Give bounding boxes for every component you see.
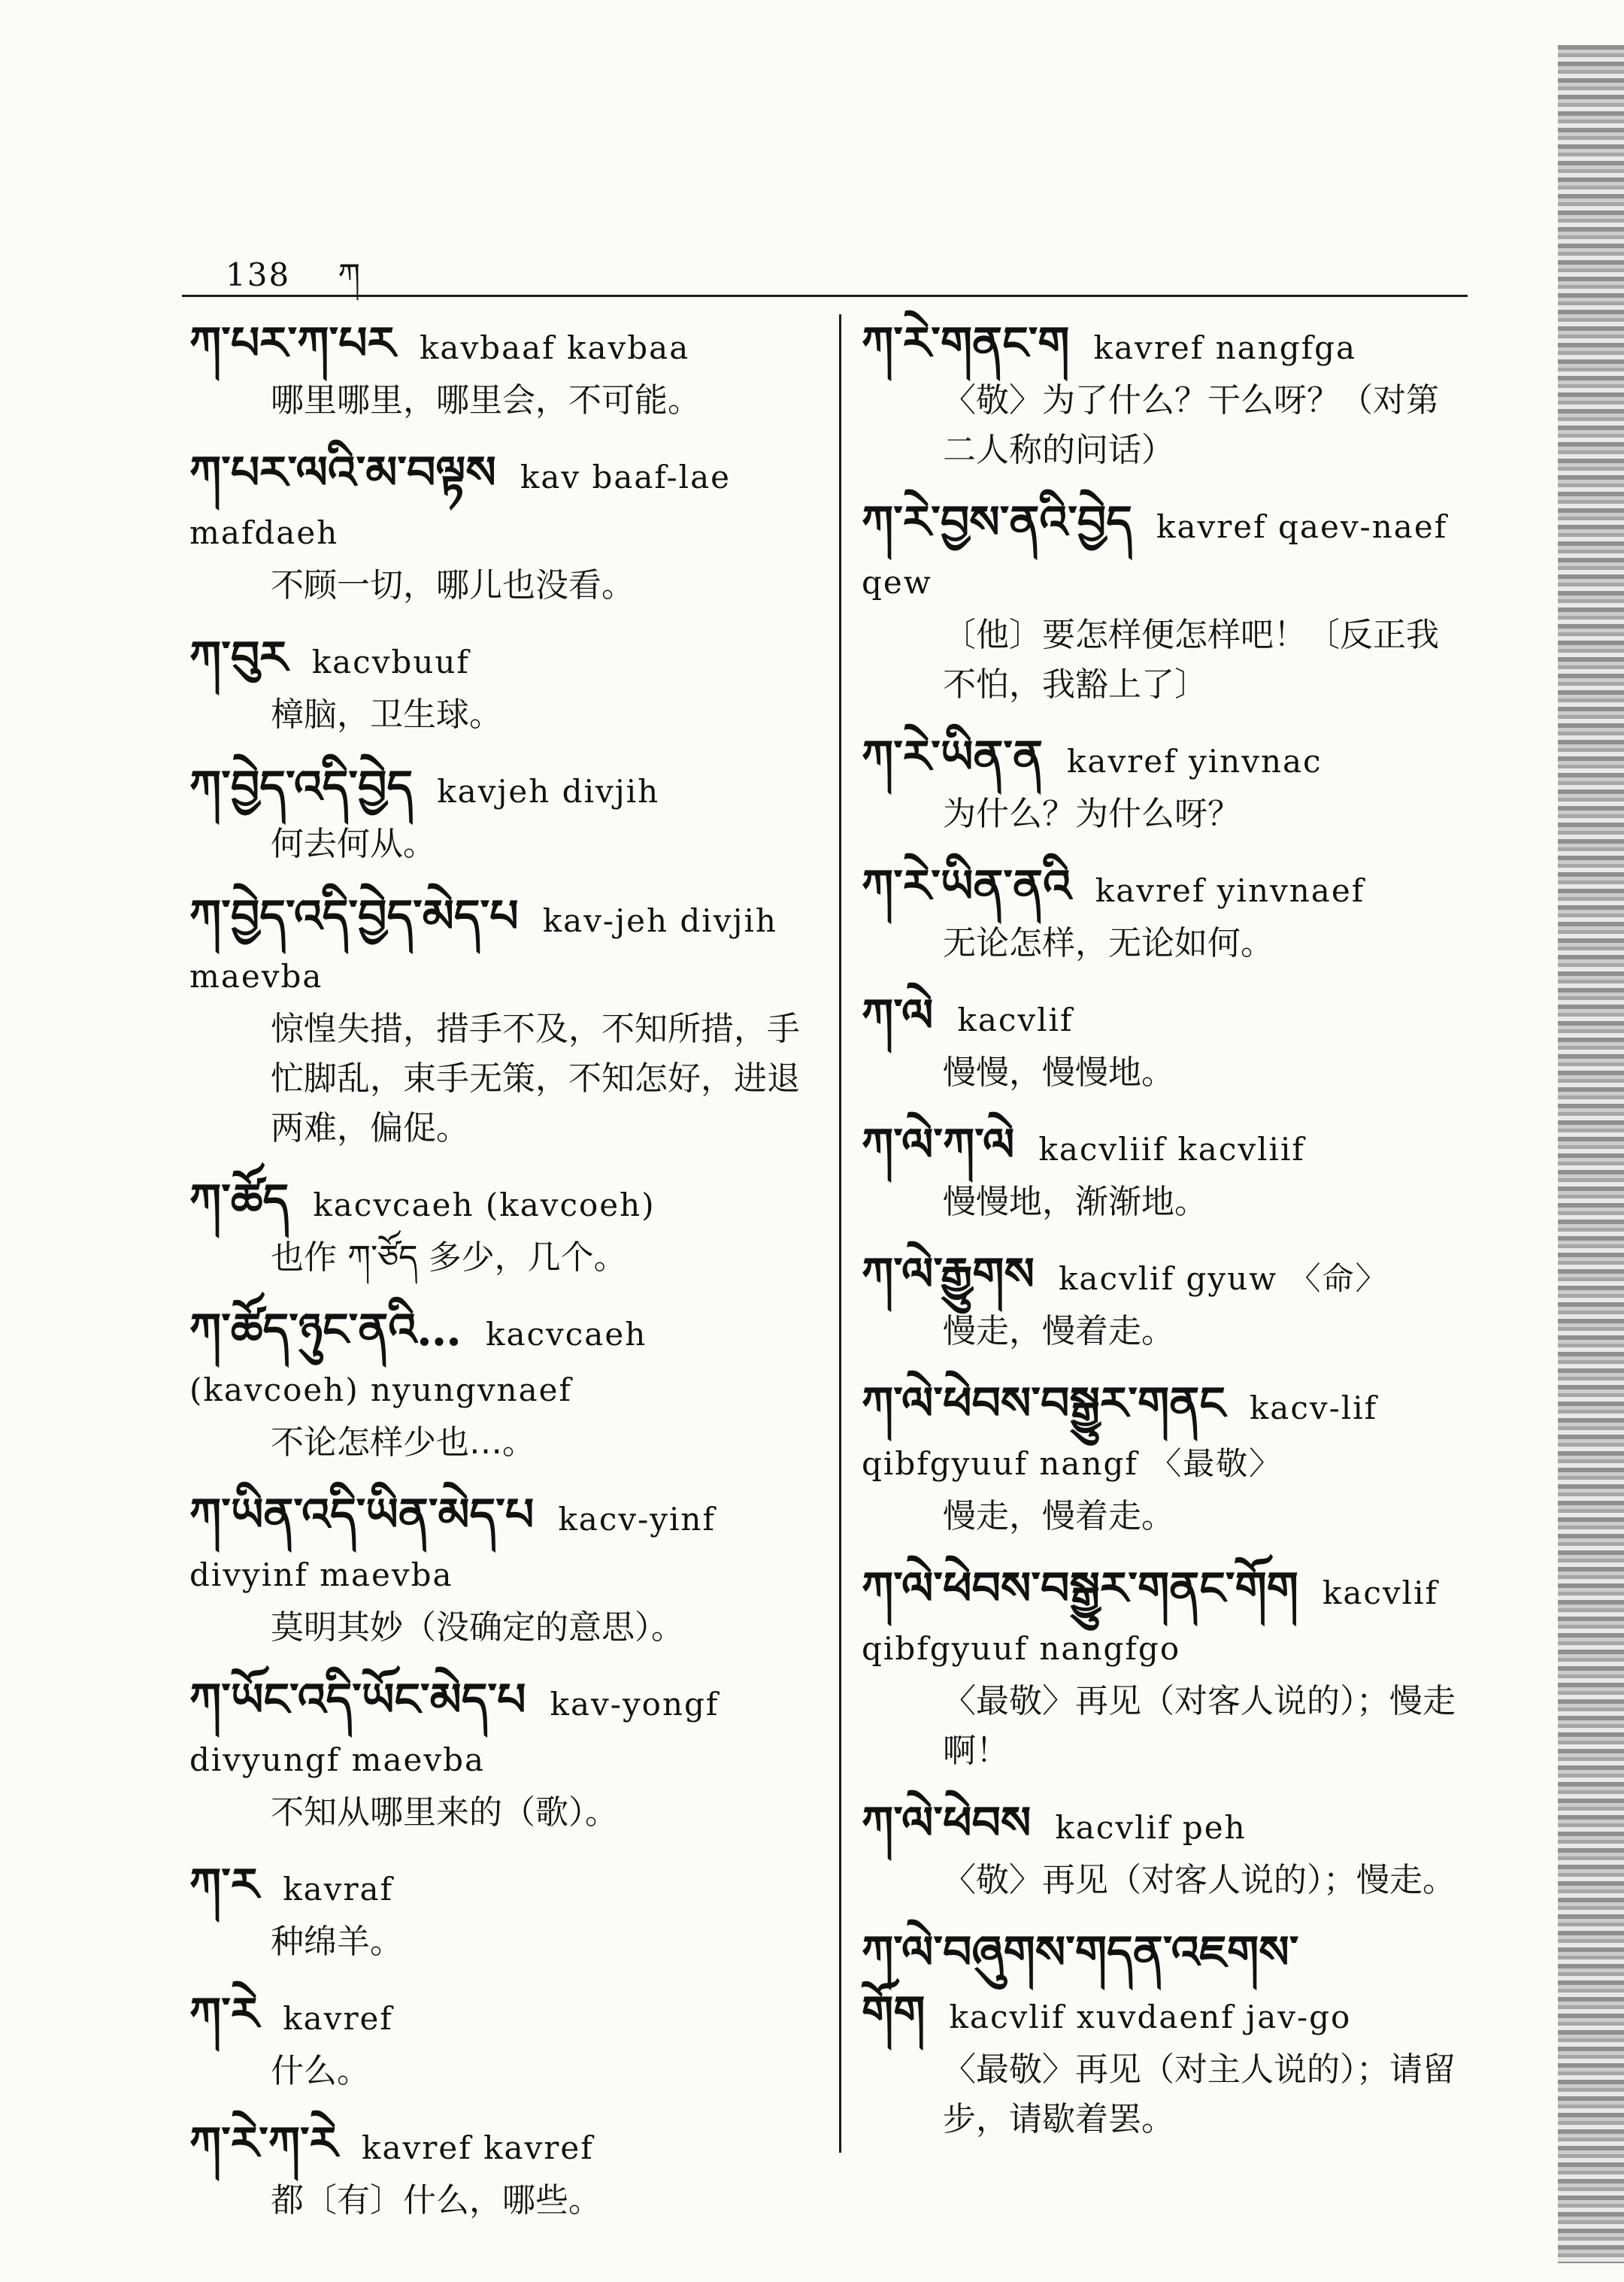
definition: 哪里哪里，哪里会，不可能。 (271, 381, 701, 420)
dictionary-entry (862, 1376, 1471, 1541)
dictionary-entry (862, 1247, 1471, 1356)
definition: 慢慢地，渐渐地。 (943, 1183, 1207, 1221)
entry-headline (862, 316, 1471, 376)
romanization: kacvlif qibfgyuuf nangfgo (862, 1574, 1439, 1667)
headword-tibetan: ཀ་བྱེད་འདི་བྱེད་མེད་པ (189, 890, 519, 943)
entry-headline (862, 859, 1471, 919)
headword-tibetan: ཀ་ལེ་བཞུགས་གདན་འཇགས་གོག (862, 1926, 1299, 2039)
definition: 何去何从。 (271, 825, 436, 863)
definition: 为什么？为什么呀？ (943, 795, 1241, 833)
definition: 不顾一切，哪儿也没看。 (271, 566, 635, 605)
entry-headline (189, 1857, 821, 1917)
romanization: kacv-lif qibfgyuuf nangf 〈最敬〉 (862, 1390, 1378, 1482)
definition: 什么。 (271, 2052, 370, 2090)
romanization: kacvcaeh (kavcoeh) (313, 1186, 656, 1223)
page-number: 138 (226, 256, 291, 293)
headword-tibetan: ཀ་ཚོད་ཉུང་ནའི… (189, 1304, 462, 1356)
romanization: kavref yinvnaef (1095, 872, 1365, 909)
romanization: kavref (283, 2000, 393, 2037)
dictionary-entry (862, 316, 1471, 475)
romanization: kavbaaf kavbaa (419, 329, 690, 366)
entry-headline (189, 889, 821, 1005)
definition: 樟脑，卫生球。 (271, 696, 502, 734)
entry-headline (189, 630, 821, 690)
dictionary-entry (862, 495, 1471, 710)
definition: 不知从哪里来的（歌）。 (271, 1793, 618, 1832)
dictionary-entry (189, 2116, 821, 2226)
dictionary-entry (862, 1117, 1471, 1227)
headword-tibetan: ཀ་རེ་ཀ་རེ (189, 2117, 338, 2170)
dictionary-entry (189, 1857, 821, 1967)
romanization: kacvlif gyuw 〈命〉 (1058, 1260, 1389, 1297)
headword-tibetan: ཀ་པར་ལའི་མ་བལྟས (189, 447, 496, 499)
romanization: kacvbuuf (311, 644, 470, 680)
definition: 慢走，慢着走。 (943, 1497, 1174, 1535)
romanization: kacvlif xuvdaenf jav-go (949, 1999, 1352, 2035)
entry-headline (189, 1487, 821, 1603)
headword-tibetan: ཀ་རེ་བྱས་ནའི་བྱེད (862, 496, 1132, 549)
romanization: kavref yinvnac (1066, 743, 1323, 780)
romanization: kavref kavref (362, 2129, 594, 2166)
romanization: kacvliif kacvliif (1038, 1131, 1305, 1168)
dictionary-entry (189, 1173, 821, 1283)
entry-headline (189, 2116, 821, 2176)
entry-headline (862, 1925, 1471, 2045)
definition: 〈最敬〉再见（对客人说的）；慢走啊！ (943, 1682, 1456, 1770)
entry-headline (862, 495, 1471, 611)
definition: 〈敬〉再见（对客人说的）；慢走。 (943, 1861, 1456, 1899)
entry-headline (862, 1247, 1471, 1307)
definition: 慢慢，慢慢地。 (943, 1053, 1174, 1092)
dictionary-entry (189, 445, 821, 611)
definition: 不论怎样少也…。 (271, 1423, 535, 1462)
dictionary-entry (189, 316, 821, 426)
entry-headline (189, 445, 821, 561)
headword-tibetan: ཀ་རེ་ཡིན་ན (862, 731, 1043, 783)
entry-headline (189, 759, 821, 820)
headword-tibetan: ཀ་བུར (189, 632, 288, 684)
headword-tibetan: ཀ་ལེ་ཕེབས་བསྒྱུར་གནང (862, 1377, 1226, 1430)
definition: 莫明其妙（没确定的意思）。 (271, 1608, 684, 1647)
headword-tibetan: ཀ་ལེ་ཕེབས (862, 1797, 1032, 1850)
romanization: kav-yongf divyungf maevba (189, 1686, 720, 1778)
entry-headline (189, 1173, 821, 1233)
headword-tibetan: ཀ་ལེ་ཕེབས་བསྒྱུར་གནང་གོག (862, 1562, 1298, 1615)
entry-headline (862, 1117, 1471, 1177)
romanization: kav-jeh divjih maevba (189, 902, 777, 995)
headword-tibetan: ཀ་ཡོང་འདི་ཡོང་མེད་པ (189, 1674, 526, 1726)
column-divider (839, 314, 841, 2153)
romanization: kacvlif peh (1055, 1809, 1247, 1846)
dictionary-entry (862, 859, 1471, 968)
header-rule (182, 295, 1468, 297)
dictionary-entry (189, 1987, 821, 2096)
entry-headline (189, 1302, 821, 1418)
entry-headline (862, 1376, 1471, 1492)
dictionary-entry (862, 1796, 1471, 1905)
right-column (862, 316, 1471, 2164)
romanization: kacvcaeh (kavcoeh) nyungvnaef (189, 1316, 647, 1408)
headword-tibetan: ཀ་རེ་ཡིན་ནའི (862, 860, 1071, 913)
romanization: kacv-yinf divyinf maevba (189, 1501, 717, 1593)
definition: 〔他〕要怎样便怎样吧！〔反正我不怕，我豁上了〕 (943, 616, 1439, 704)
dictionary-entry (862, 1561, 1471, 1776)
entry-headline (862, 1561, 1471, 1677)
romanization: kacvlif (957, 1002, 1074, 1038)
headword-tibetan: ཀ་རེ་གནང་ག (862, 317, 1070, 370)
dictionary-entry (862, 729, 1471, 839)
dictionary-entry (862, 1925, 1471, 2144)
section-letter: ཀ (338, 256, 362, 293)
dictionary-entry (862, 988, 1471, 1098)
headword-tibetan: ཀ་ཡིན་འདི་ཡིན་མེད་པ (189, 1489, 535, 1541)
headword-tibetan: ཀ་ལེ་རྒྱུགས (862, 1248, 1035, 1301)
entry-headline (189, 1987, 821, 2047)
headword-tibetan: ཀ་ལེ་ཀ་ལེ (862, 1119, 1015, 1171)
definition: 惊惶失措，措手不及，不知所措，手忙脚乱，束手无策，不知怎好，进退两难，偏促。 (271, 1010, 800, 1147)
definition: 〈敬〉为了什么？干么呀？（对第二人称的问话） (943, 381, 1439, 469)
romanization: kavraf (283, 1871, 394, 1908)
entry-headline (862, 729, 1471, 789)
headword-tibetan: ཀ་ལེ (862, 989, 934, 1042)
entry-headline (862, 1796, 1471, 1856)
definition: 慢走，慢着走。 (943, 1312, 1174, 1350)
dictionary-entry (189, 630, 821, 740)
definition: 无论怎样，无论如何。 (943, 924, 1274, 962)
headword-tibetan: ཀ་བྱེད་འདི་བྱེད (189, 761, 414, 814)
definition: 也作 ཀ་ཙོད 多少，几个。 (271, 1238, 627, 1277)
romanization: kavjeh divjih (437, 773, 660, 810)
definition: 种绵羊。 (271, 1923, 403, 1961)
headword-tibetan: ཀ་པར་ཀ་པར (189, 317, 395, 370)
headword-tibetan: ཀ་ཚོད (189, 1174, 289, 1227)
romanization: kavref nangfga (1093, 329, 1357, 366)
entry-headline (189, 316, 821, 376)
definition: 都〔有〕什么，哪些。 (271, 2181, 601, 2220)
dictionary-entry (189, 1672, 821, 1838)
romanization: kavref qaev-naef qew (862, 508, 1448, 601)
left-column (189, 316, 821, 2245)
dictionary-entry (189, 889, 821, 1153)
dictionary-entry (189, 1302, 821, 1468)
dictionary-entry (189, 1487, 821, 1653)
headword-tibetan: ཀ་རེ (189, 1988, 259, 2041)
romanization: kav baaf-lae mafdaeh (189, 459, 731, 551)
entry-headline (189, 1672, 821, 1788)
scan-edge-shadow (1558, 45, 1624, 2263)
definition: 〈最敬〉再见（对主人说的）；请留步，请歇着罢。 (943, 2050, 1456, 2138)
entry-headline (862, 988, 1471, 1048)
dictionary-entry (189, 759, 821, 869)
headword-tibetan: ཀ་ར (189, 1859, 259, 1911)
